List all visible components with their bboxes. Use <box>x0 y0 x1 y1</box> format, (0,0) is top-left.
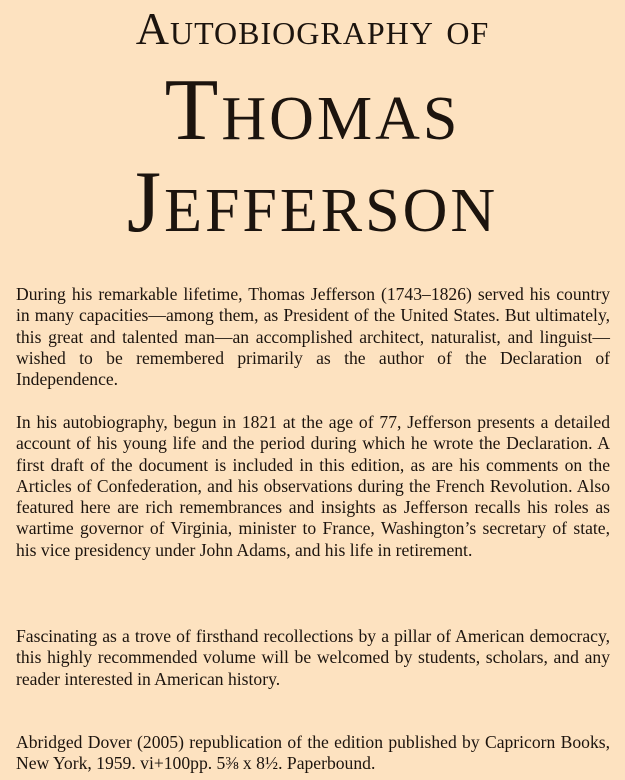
description-paragraph-recommendation: Fascinating as a trove of firsthand recollections by a pillar of American democracy, this highly recommended volume will be welcomed by students, scholars, and any reader interested in American history. <box>16 626 610 689</box>
description-paragraph-autobiography: In his autobiography, begun in 1821 at the age of 77, Jefferson presents a detailed account of his young life and the period during which he wrote the Declaration. A first draft of the document is included in this edition, as are his comments on the Articles of Confederation, and his observations during the French Revolution. Also featured here are rich remembrances and insights as Jefferson recalls his roles as wartime governor of Virginia, minister to France, Washington’s secretary of state, his vice presidency under John Adams, and his life in retirement. <box>16 412 610 560</box>
title-last-name: Jefferson <box>126 154 499 251</box>
title-first-name: Thomas <box>164 62 461 159</box>
publication-info: Abridged Dover (2005) republication of the edition published by Capricorn Books, New York, 1959. vi+100pp. 5⅜ x 8½. Paperbound. <box>16 732 610 774</box>
title-autobiography-of: Autobiography of <box>135 3 490 54</box>
description-paragraph-lifetime: During his remarkable lifetime, Thomas Jefferson (1743–1826) served his country in many capacities—among them, as President of the United States. But ultimately, this great and talented man—an accomplished architect, naturalist, and linguist—wished to be remembered primarily as the author of the Declaration of Independence. <box>16 284 610 390</box>
